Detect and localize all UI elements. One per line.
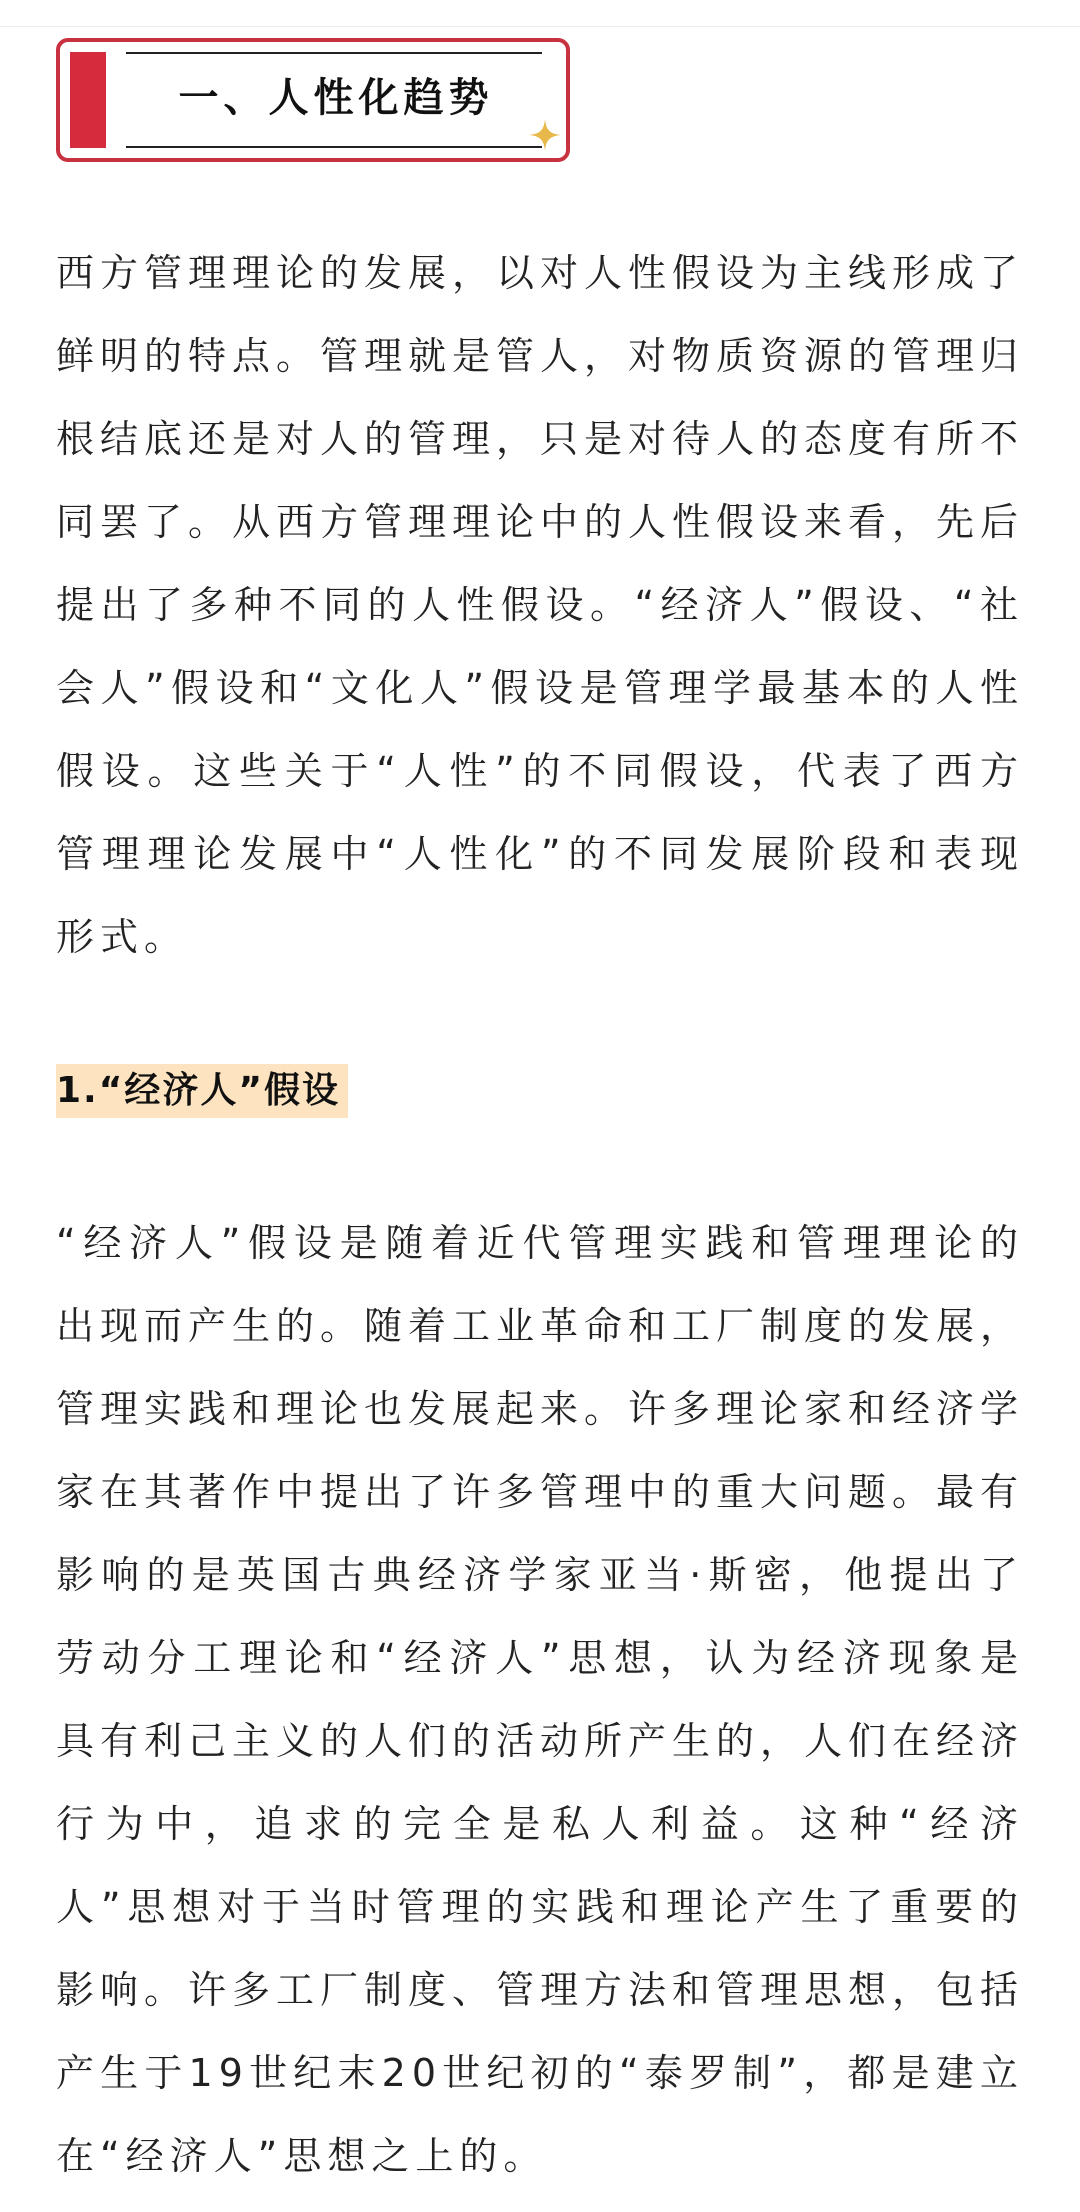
subsection-heading: 1.“经济人”假设 bbox=[56, 1064, 348, 1118]
section-top-rule bbox=[126, 52, 542, 54]
sparkle-icon bbox=[528, 118, 562, 152]
economic-man-paragraph: “经济人”假设是随着近代管理实践和管理理论的出现而产生的。随着工业革命和工厂制度的发展，管理实践和理论也发展起来。许多理论家和经济学家在其著作中提出了许多管理中的重大问题。最有影响的是英国古典经济学家亚当·斯密，他提出了劳动分工理论和“经济人”思想，认为经济现象是具有利己主义的人们的活动所产生的，人们在经济行为中，追求的完全是私人利益。这种“经济人”思想对于当时管理的实践和理论产生了重要的影响。许多工厂制度、管理方法和管理思想，包括产生于19世纪末20世纪初的“泰罗制”，都是建立在“经济人”思想之上的。 bbox=[56, 1221, 1025, 2178]
section-title-box bbox=[56, 38, 570, 162]
section-title: 一、人性化趋势 bbox=[178, 75, 494, 121]
intro-paragraph: 西方管理理论的发展，以对人性假设为主线形成了鲜明的特点。管理就是管人，对物质资源的管理归根结底还是对人的管理，只是对待人的态度有所不同罢了。从西方管理理论中的人性假设来看，先后提出了多种不同的人性假设。“经济人”假设、“社会人”假设和“文化人”假设是管理学最基本的人性假设。这些关于“人性”的不同假设，代表了西方管理理论发展中“人性化”的不同发展阶段和表现形式。 bbox=[56, 251, 1025, 959]
section-accent-bar bbox=[70, 52, 106, 148]
top-divider bbox=[0, 0, 1080, 27]
section-bottom-rule bbox=[126, 146, 542, 148]
